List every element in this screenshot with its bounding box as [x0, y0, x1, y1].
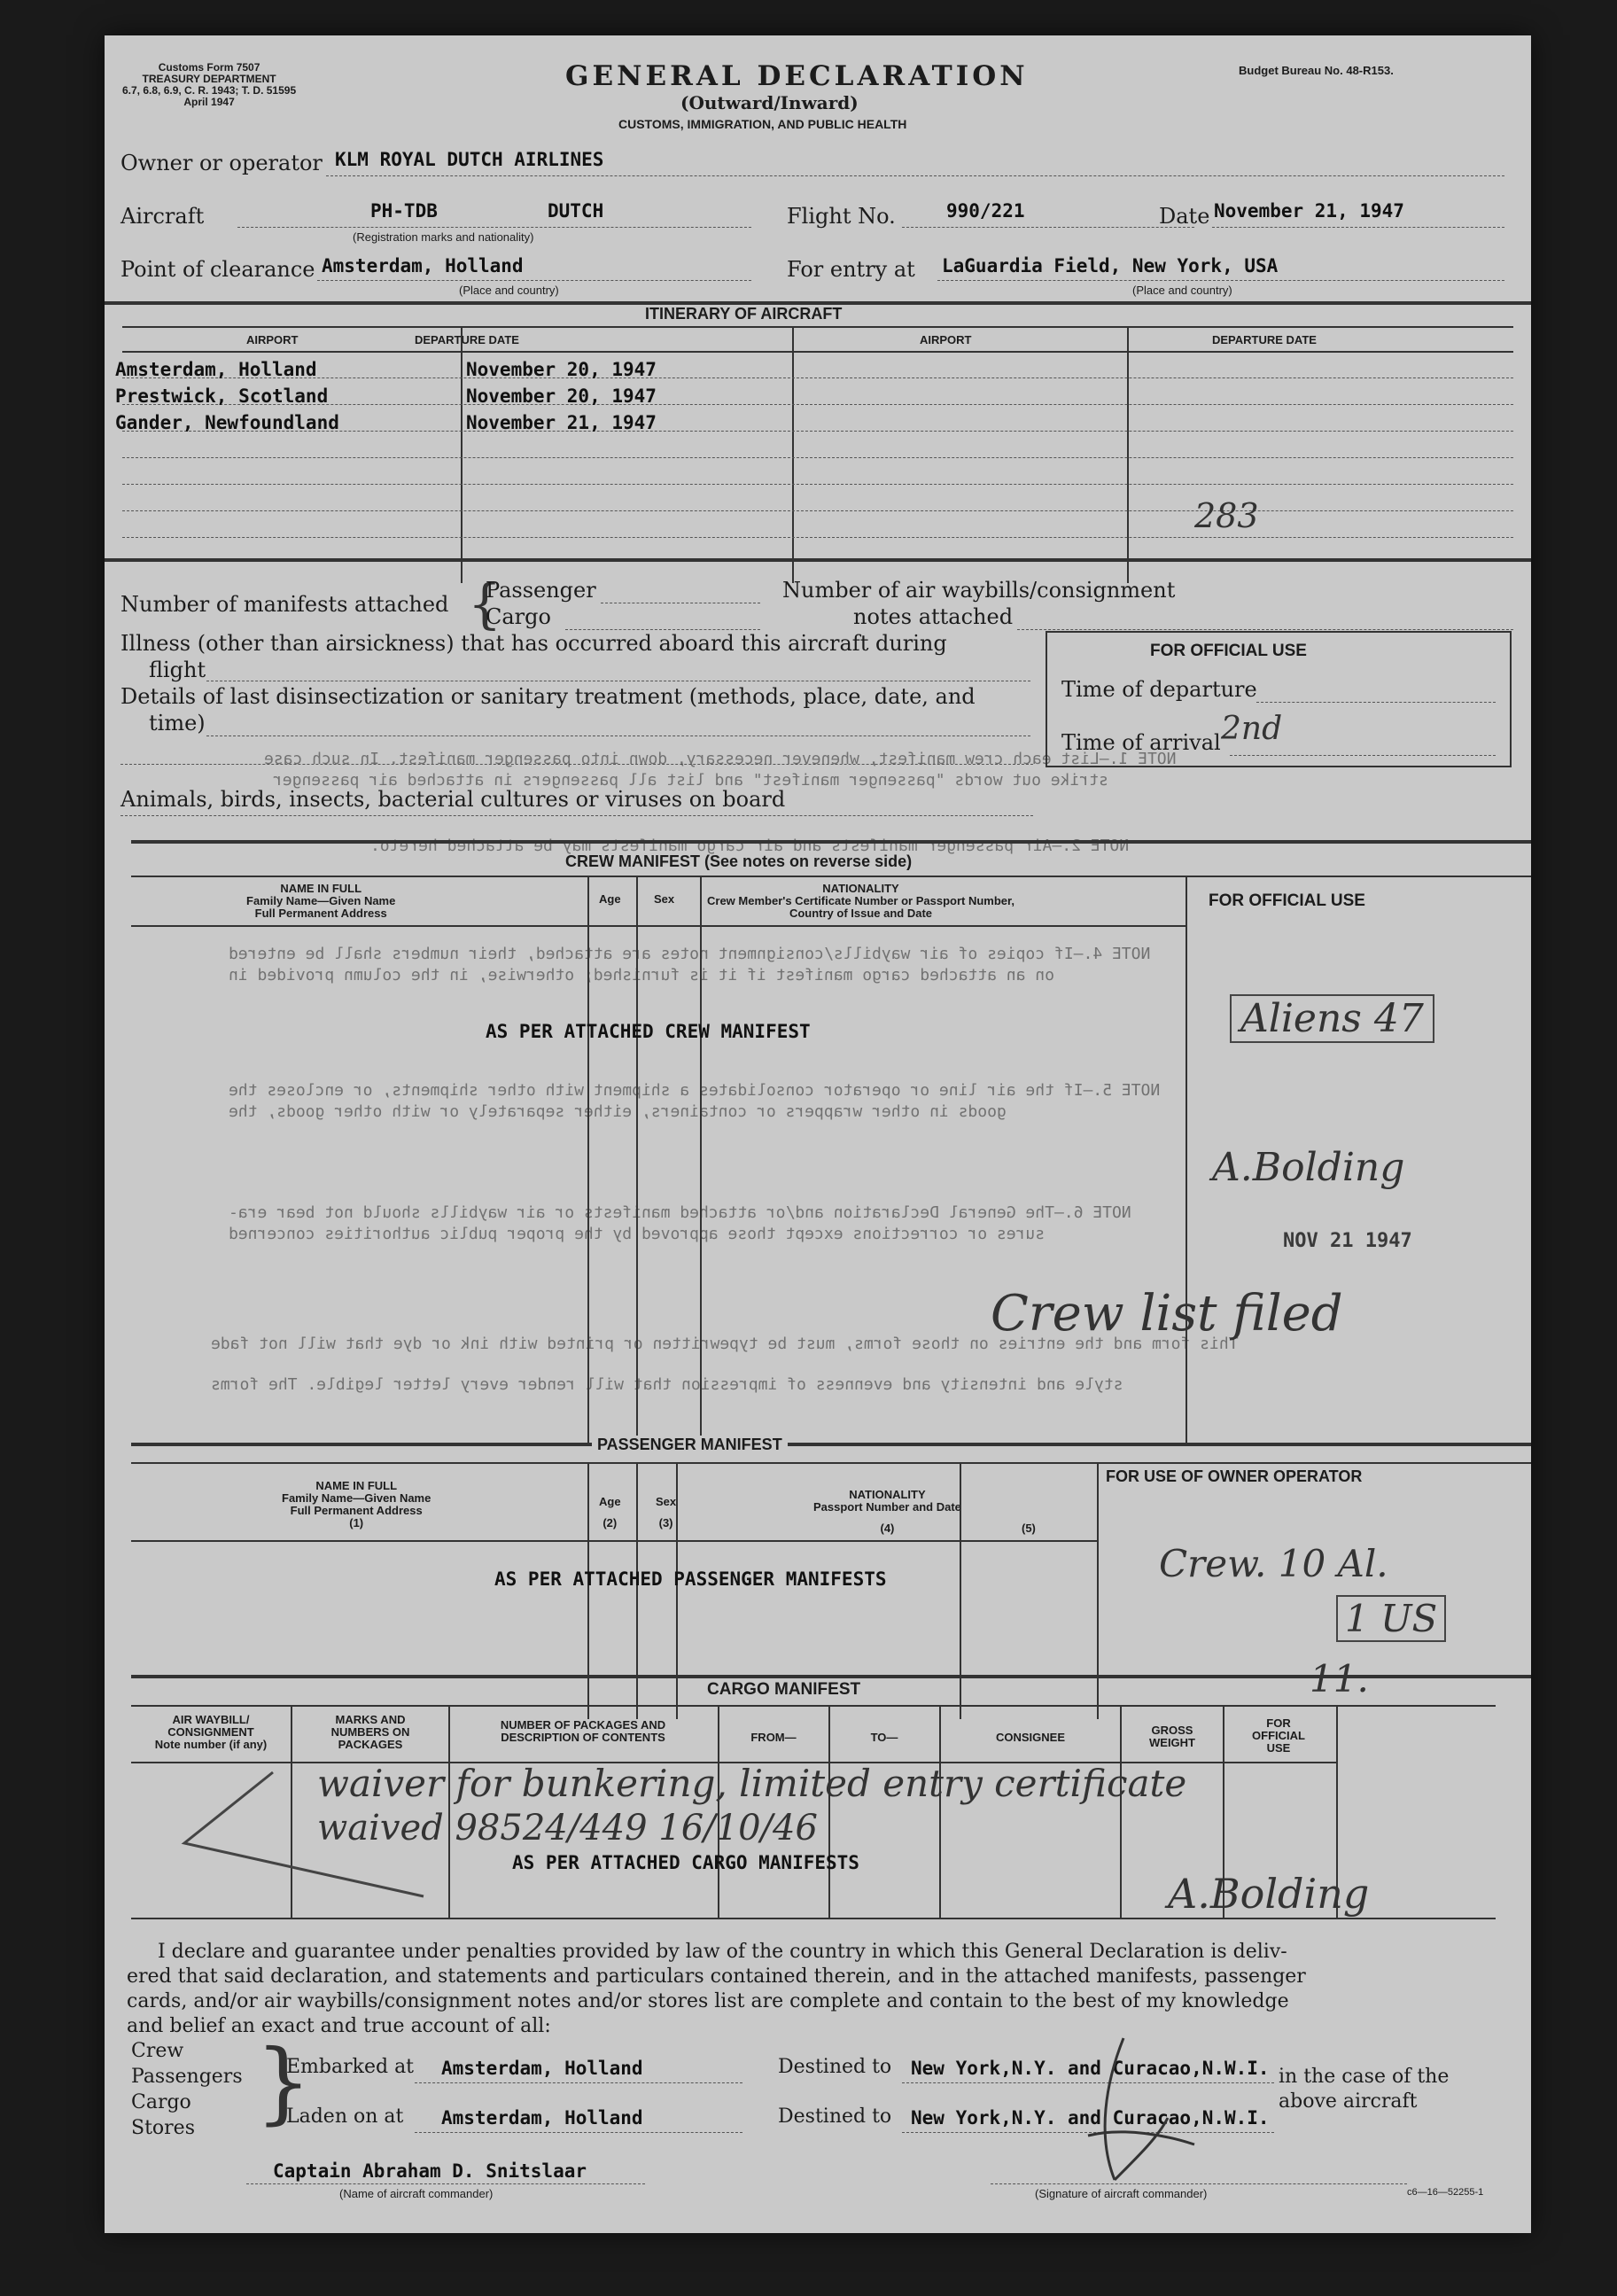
- destined-label-1: Destined to: [778, 2056, 892, 2078]
- passenger-title: PASSENGER MANIFEST: [592, 1436, 788, 1454]
- crew-stamp: AS PER ATTACHED CREW MANIFEST: [486, 1021, 811, 1042]
- aircraft-caption: (Registration marks and nationality): [353, 230, 534, 244]
- cargo-handwritten-line-1: waiver for bunkering, limited entry certificate: [317, 1762, 1187, 1805]
- cargo-col-waybill: AIR WAYBILL/ CONSIGNMENT Note number (if any): [154, 1713, 268, 1751]
- arrival-handwritten: 2nd: [1221, 711, 1283, 747]
- crew-col-name: NAME IN FULL Family Name—Given Name Full Permanent Address: [246, 882, 396, 920]
- itinerary-row-date: November 20, 1947: [466, 359, 657, 380]
- cargo-divider-4: [828, 1705, 830, 1918]
- passenger-handwritten-count: 11.: [1310, 1657, 1369, 1701]
- form-subtitle: CUSTOMS, IMMIGRATION, AND PUBLIC HEALTH: [618, 117, 907, 131]
- crew-divider-2: [636, 876, 638, 1443]
- itinerary-handwritten-number: 283: [1194, 496, 1259, 535]
- passenger-col-name: NAME IN FULL Family Name—Given Name Full Permanent Address (1): [282, 1479, 431, 1529]
- form-id-block: Customs Form 7507 TREASURY DEPARTMENT 6.7, 6.8, 6.9, C. R. 1943; T. D. 51595 April 1947: [122, 61, 297, 108]
- flight-value: 990/221: [946, 200, 1025, 222]
- passenger-divider-3: [676, 1462, 678, 1719]
- itinerary-row-rule-7: [122, 537, 1513, 538]
- official-use-title: FOR OFFICIAL USE: [1150, 642, 1307, 660]
- passenger-col-sex: Sex (3): [656, 1495, 677, 1529]
- manifests-label: Number of manifests attached: [120, 592, 449, 617]
- entry-value: LaGuardia Field, New York, USA: [942, 255, 1279, 276]
- bleed-note: on an attached cargo manifest if it is furnished; otherwise, in the column provided in: [229, 966, 1054, 985]
- commander-rule: [246, 2183, 645, 2184]
- itinerary-row-airport: Gander, Newfoundland: [115, 412, 339, 433]
- destined-value-1: New York,N.Y. and Curacao,N.W.I.: [911, 2058, 1270, 2079]
- bleed-note: NOTE 5.—If the air line or operator consolidates a shipment with other shipments, or encloses the: [229, 1081, 1161, 1100]
- flight-label: Flight No.: [787, 204, 896, 229]
- passenger-owner-use: FOR USE OF OWNER OPERATOR: [1106, 1467, 1363, 1485]
- aircraft-rule: [237, 227, 751, 228]
- itinerary-row-rule-4: [122, 457, 1513, 458]
- crew-handwritten-signature: A.Bolding: [1212, 1145, 1405, 1190]
- waybills-rule: [1017, 629, 1513, 630]
- disinsect-label-1: Details of last disinsectization or sanitary treatment (methods, place, date, and: [120, 684, 976, 709]
- crew-official-use: FOR OFFICIAL USE: [1209, 891, 1365, 910]
- bleed-note: style and intensity and evenness of impression that will render every letter legible. The forms: [211, 1375, 1123, 1394]
- commander-caption: (Name of aircraft commander): [339, 2187, 494, 2200]
- passenger-handwritten-crew: Crew. 10 Al.: [1159, 1542, 1388, 1585]
- entry-label: For entry at: [787, 257, 915, 282]
- bleed-note: NOTE 1.—List each crew manifest, whenever necessary, down into passenger manifest. In such case: [264, 750, 1177, 768]
- crew-divider-3: [700, 876, 702, 1443]
- cargo-handwritten-arrow: [158, 1763, 450, 1905]
- cargo-handwritten-line-2: waived 98524/449 16/10/46: [317, 1808, 818, 1848]
- clearance-value: Amsterdam, Holland: [322, 255, 524, 276]
- crew-handwritten-filed: Crew list filed: [991, 1285, 1343, 1343]
- passenger-bottom-rule: [131, 1675, 1531, 1678]
- itinerary-title: ITINERARY OF AIRCRAFT: [645, 305, 843, 323]
- illness-label-1: Illness (other than airsickness) that has occurred aboard this aircraft during: [120, 631, 947, 656]
- passenger-col-5: (5): [1022, 1522, 1036, 1535]
- arrival-time-label: Time of arrival: [1061, 730, 1221, 755]
- cargo-col-weight: GROSS WEIGHT: [1149, 1724, 1195, 1749]
- bleed-note: NOTE 4.—If copies of air waybills/consignment notes are attached, their numbers shall be entered: [229, 945, 1151, 963]
- itinerary-col-date-1: DEPARTURE DATE: [415, 333, 519, 346]
- passenger-divider-2: [636, 1462, 638, 1719]
- cargo-title-rule: [131, 1705, 1496, 1707]
- waybills-label-2: notes attached: [853, 604, 1014, 629]
- crew-col-nationality: NATIONALITY Crew Member's Certificate Number or Passport Number, Country of Issue and Date: [707, 882, 1015, 920]
- passenger-divider-4: [960, 1462, 961, 1719]
- crew-col-sex: Sex: [654, 892, 675, 906]
- cargo-stamp: AS PER ATTACHED CARGO MANIFESTS: [512, 1852, 859, 1873]
- itinerary-row-rule-6: [122, 510, 1513, 511]
- bleed-note: strike out words "passenger manifest" and list all passengers in attached air passenger: [273, 771, 1108, 790]
- bleed-note: goods in other wrappers or containers, either separately or with other goods, the: [229, 1102, 1007, 1121]
- arrival-time-rule: [1230, 755, 1496, 756]
- cargo-divider-6: [1120, 1705, 1122, 1918]
- itinerary-col-airport-1: AIRPORT: [246, 333, 299, 346]
- crew-handwritten-aliens: Aliens 47: [1230, 994, 1434, 1043]
- incase-label: in the case of the above aircraft: [1279, 2066, 1450, 2113]
- crew-title: CREW MANIFEST (See notes on reverse side): [565, 852, 913, 870]
- declaration-line: and belief an exact and true account of all:: [127, 2015, 551, 2037]
- declaration-line: ered that said declaration, and statements and particulars contained therein, and in the attached manifests, passenger: [127, 1965, 1306, 1988]
- bleed-note: sures or corrections except those approved by the proper public authorities concerned: [229, 1225, 1046, 1243]
- crew-divider-4: [1186, 876, 1187, 1443]
- crew-title-rule: [131, 876, 1531, 877]
- passenger-handwritten-us: 1 US: [1336, 1595, 1446, 1642]
- disinsect-rule: [206, 735, 1030, 736]
- declaration-form: [105, 35, 1531, 2233]
- passenger-col-age: Age (2): [599, 1495, 621, 1529]
- owner-label: Owner or operator: [120, 151, 323, 175]
- manifests-cargo-rule: [565, 629, 760, 630]
- illness-label-2: flight: [149, 658, 206, 682]
- date-value: November 21, 1947: [1214, 200, 1404, 222]
- itinerary-col-date-2: DEPARTURE DATE: [1212, 333, 1317, 346]
- itinerary-row-date: November 21, 1947: [466, 412, 657, 433]
- bleed-note: NOTE 6.—The General Declaration and/or attached manifests or air waybills should not bear era-: [229, 1203, 1131, 1222]
- budget-number: Budget Bureau No. 48-R153.: [1239, 64, 1394, 77]
- destined-value-2: New York,N.Y. and Curacao,N.W.I.: [911, 2107, 1270, 2129]
- aircraft-nationality: DUTCH: [548, 200, 604, 222]
- cargo-divider-5: [939, 1705, 941, 1918]
- cargo-col-consignee: CONSIGNEE: [995, 1731, 1065, 1744]
- laden-label: Laden on at: [286, 2105, 404, 2128]
- declaration-brace: }: [255, 2030, 312, 2134]
- cargo-col-packages: NUMBER OF PACKAGES AND DESCRIPTION OF CONTENTS: [500, 1718, 666, 1744]
- cargo-col-marks: MARKS AND NUMBERS ON PACKAGES: [330, 1713, 410, 1751]
- crew-date-stamp: NOV 21 1947: [1283, 1230, 1412, 1252]
- clearance-label: Point of clearance: [120, 257, 315, 282]
- itinerary-row-rule-1: [122, 377, 1513, 378]
- declaration-list: Crew Passengers Cargo Stores: [131, 2040, 243, 2139]
- crew-header-rule: [131, 925, 1186, 927]
- itinerary-row-rule-5: [122, 484, 1513, 485]
- crew-col-age: Age: [599, 892, 621, 906]
- itinerary-row-airport: Prestwick, Scotland: [115, 385, 329, 407]
- passenger-divider-1: [587, 1462, 589, 1719]
- form-direction: (Outward/Inward): [680, 92, 859, 113]
- date-rule: [1212, 227, 1504, 228]
- itinerary-bottom-rule: [105, 558, 1531, 562]
- disinsect-label-2: time): [149, 711, 206, 735]
- embarked-rule: [415, 2082, 742, 2083]
- manifests-cargo: Cargo: [486, 604, 551, 629]
- crew-divider-1: [587, 876, 589, 1443]
- owner-value: KLM ROYAL DUTCH AIRLINES: [335, 149, 604, 170]
- crew-bottom-rule: [131, 1443, 1531, 1446]
- bleed-note: This form and the entries on those forms, must be typewritten or printed with ink or dye that will not fade: [211, 1335, 1239, 1353]
- manifests-brace: {: [468, 573, 502, 635]
- itinerary-divider-2: [792, 326, 794, 583]
- itinerary-divider-3: [1127, 326, 1129, 583]
- laden-rule: [415, 2132, 742, 2133]
- cargo-col-to: TO—: [870, 1731, 898, 1744]
- embarked-label: Embarked at: [286, 2056, 415, 2078]
- itinerary-col-airport-2: AIRPORT: [920, 333, 972, 346]
- cargo-col-official: FOR OFFICIAL USE: [1252, 1716, 1305, 1755]
- commander-name: Captain Abraham D. Snitslaar: [273, 2160, 587, 2182]
- declaration-line: I declare and guarantee under penalties provided by law of the country in which this General Declaration is deliv-: [158, 1941, 1287, 1963]
- destined-label-2: Destined to: [778, 2105, 892, 2128]
- flight-rule: [902, 227, 1194, 228]
- itinerary-row-airport: Amsterdam, Holland: [115, 359, 317, 380]
- itinerary-row-date: November 20, 1947: [466, 385, 657, 407]
- signature-rule: [991, 2183, 1407, 2184]
- signature-caption: (Signature of aircraft commander): [1035, 2187, 1208, 2200]
- form-code: c6—16—52255-1: [1407, 2187, 1484, 2198]
- cargo-title: CARGO MANIFEST: [707, 1680, 861, 1699]
- crew-top-rule: [131, 840, 1531, 844]
- commander-signature: [1070, 2029, 1212, 2198]
- laden-value: Amsterdam, Holland: [441, 2107, 643, 2129]
- itinerary-row-rule-2: [122, 404, 1513, 405]
- departure-time-rule: [1256, 702, 1496, 703]
- waybills-label-1: Number of air waybills/consignment: [782, 578, 1176, 603]
- itinerary-divider-1: [461, 326, 463, 583]
- passenger-col-nationality: NATIONALITY Passport Number and Date (4): [813, 1488, 961, 1535]
- entry-rule: [937, 280, 1504, 281]
- aircraft-reg: PH-TDB: [370, 200, 438, 222]
- clearance-caption: (Place and country): [459, 284, 559, 297]
- animals-label: Animals, birds, insects, bacterial cultures or viruses on board: [120, 787, 786, 812]
- cargo-handwritten-signature: A.Bolding: [1168, 1870, 1370, 1918]
- cargo-col-from: FROM—: [750, 1731, 797, 1744]
- passenger-title-rule: [131, 1462, 1531, 1464]
- animals-rule: [120, 815, 1033, 816]
- cargo-bottom-rule: [131, 1918, 1496, 1919]
- itinerary-header-rule: [122, 351, 1513, 353]
- form-title: GENERAL DECLARATION: [565, 60, 1029, 92]
- date-label: Date: [1159, 204, 1210, 229]
- embarked-value: Amsterdam, Holland: [441, 2058, 643, 2079]
- clearance-rule: [317, 280, 751, 281]
- declaration-line: cards, and/or air waybills/consignment notes and/or stores list are complete and contain to the best of my knowledge: [127, 1990, 1289, 2012]
- passenger-header-rule: [131, 1540, 1097, 1542]
- aircraft-label: Aircraft: [120, 204, 205, 229]
- entry-caption: (Place and country): [1132, 284, 1232, 297]
- itinerary-title-rule: [122, 326, 1513, 328]
- passenger-divider-5: [1097, 1462, 1099, 1719]
- departure-time-label: Time of departure: [1061, 677, 1257, 702]
- bleed-note: NOTE 2.—Air passenger manifests and air cargo manifests may be attached hereto.: [370, 837, 1130, 855]
- owner-rule: [326, 175, 1504, 176]
- passenger-stamp: AS PER ATTACHED PASSENGER MANIFESTS: [494, 1568, 887, 1590]
- manifests-passenger: Passenger: [486, 578, 596, 603]
